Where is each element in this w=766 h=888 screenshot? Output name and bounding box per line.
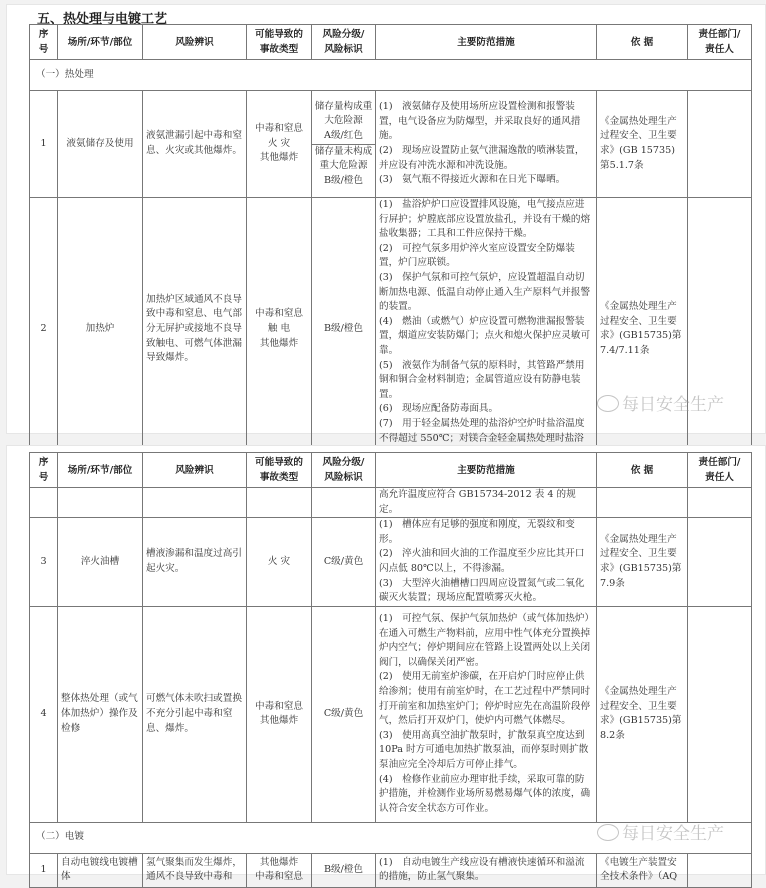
measure-item: (2) 使用无前室炉渗碳，在开启炉门时应停止供给渗剂；使用有前室炉时，在工艺过程中严禁同时打开前室和加热室炉门；停炉时应先在高温阶段停气，然后打开双炉门，使炉内可燃气体燃尽。 [379,671,591,727]
owner-cell [688,91,752,198]
measure-item: (1) 可控气氛、保护气氛加热炉（或气体加热炉）在通入可燃生产物料前，应用中性气体充分置换掉炉内空气；停炉期间应在管路上设置两处以上关闭阀门，以确保关闭严密。 [379,613,591,668]
place-cell: 淬火油槽 [58,518,143,607]
column-header: 可能导致的 事故类型 [247,25,312,60]
measure-item: (2) 可控气氛多用炉淬火室应设置安全防爆装置，炉门应联锁。 [379,242,575,269]
table-row [30,91,752,198]
basis-cell: 《金属热处理生产过程安全、卫生要求》(GB 15735)第5.1.7条 [597,91,688,198]
watermark-text: 每日安全生产 [622,824,724,844]
empty-cell [597,488,688,518]
column-header: 风险分级/ 风险标识 [312,453,376,488]
document-page-1 [6,4,766,444]
measure-item: (5) 液氨作为制备气氛的原料时，其管路严禁用铜和铜合金材料制造；金属管道应设有防静电装置。 [379,359,585,400]
measures-cell [376,518,597,607]
continuation-row [30,488,752,518]
risk-table-page-1 [29,24,752,462]
row-number: 1 [30,91,58,198]
column-header: 主要防范措施 [376,25,597,60]
risk-table-page-2 [29,452,752,888]
column-header: 可能导致的 事故类型 [247,453,312,488]
subsection-row [30,822,752,853]
column-header: 依 据 [597,453,688,488]
empty-cell [247,488,312,518]
column-header: 风险分级/ 风险标识 [312,25,376,60]
measure-item: (1) 盐浴炉炉口应设置排风设施，电气接点应进行屏护；炉膛底部应设置放盐孔，并设有干燥的熔盐收集器；工具和工件应保持干燥。 [379,199,591,240]
row-number: 2 [30,198,58,462]
measure-item: (3) 使用高真空油扩散泵时，扩散泵真空度达到 10Pa 时方可通电加热扩散泵油，而停泵时则扩散泵油应完全冷却后方可停止排气。 [379,729,589,771]
column-header: 主要防范措施 [376,453,597,488]
subsection-title: （二）电镀 [30,822,752,853]
owner-cell [688,518,752,607]
accident-type-cell: 中毒和窒息 火 灾 其他爆炸 [247,91,312,198]
column-header: 责任部门/ 责任人 [688,453,752,488]
measure-item: (7) 用于轻金属热处理的盐浴炉空炉时盐浴温度不得超过 550℃；对镁合金轻金属热处理时盐浴 [379,417,585,444]
measure-item: (3) 保护气氛和可控气氛炉，应设置超温自动切断加热电源、低温自动停止通入生产原料气并报警的装置。 [379,271,591,313]
measure-item: (2) 现场应设置防止氨气泄漏逸散的喷淋装置，并应设有冲洗水源和冲洗设施。 [379,145,585,171]
empty-cell [312,488,376,518]
basis-cell: 《金属热处理生产过程安全、卫生要求》(GB15735)第8.2条 [597,606,688,822]
accident-type-cell: 中毒和窒息 触 电 其他爆炸 [247,198,312,462]
measures-cell [376,91,597,198]
section-title: 五、热处理与电镀工艺 [37,12,168,27]
accident-type-cell: 其他爆炸 中毒和窒息 [247,853,312,887]
table-row [30,518,752,607]
column-header: 依 据 [597,25,688,60]
subsection-row [30,60,752,91]
column-header: 风险辨识 [143,25,247,60]
risk-level-cell: B级/橙色 [312,853,376,887]
table-header-row [30,453,752,488]
empty-cell [30,488,58,518]
accident-type-cell: 中毒和窒息 其他爆炸 [247,606,312,822]
empty-cell [143,488,247,518]
risk-level-option: 储存量构成重大危险源 A级/红色 [314,100,373,141]
basis-cell: 《电镀生产装置安全技术条件》（AQ [597,853,688,887]
measure-item: (1) 槽体应有足够的强度和刚度，无裂纹和变形。 [379,519,575,545]
column-header: 风险辨识 [143,453,247,488]
place-cell: 整体热处理（或气体加热炉）操作及检修 [58,606,143,822]
table-row [30,853,752,887]
measure-item: (4) 检修作业前应办理审批手续，采取可靠的防护措施，并检测作业场所易燃易爆气体的浓度，确认符合安全状态方可作业。 [379,773,591,814]
owner-cell [688,198,752,462]
column-header: 序 号 [30,453,58,488]
empty-cell [58,488,143,518]
risk-level-cell [312,91,376,198]
watermark-text: 每日安全生产 [622,395,724,415]
accident-type-cell: 火 灾 [247,518,312,607]
column-header: 场所/环节/部位 [58,453,143,488]
risk-level-cell: C级/黄色 [312,518,376,607]
basis-cell: 《金属热处理生产过程安全、卫生要求》(GB15735)第7.4/7.11条 [597,198,688,462]
place-cell: 加热炉 [58,198,143,462]
row-number: 1 [30,853,58,887]
owner-cell [688,853,752,887]
risk-level-cell: C级/黄色 [312,606,376,822]
measure-item: (1) 液氨储存及使用场所应设置检测和报警装置，电气设备应为防爆型，并采取良好的通风措施。 [379,101,581,142]
measures-continuation: 高允许温度应符合 GB15734-2012 表 4 的规定。 [376,488,597,518]
measure-item: (2) 淬火油和回火油的工作温度至少应比其开口闪点低 80℃以上，不得渗漏。 [379,548,585,574]
measures-cell [376,198,597,462]
risk-level-option: 储存量未构成重大危险源 B级/橙色 [312,144,375,189]
column-header: 责任部门/ 责任人 [688,25,752,60]
column-header: 场所/环节/部位 [58,25,143,60]
owner-cell [688,606,752,822]
table-header-row [30,25,752,60]
row-number: 3 [30,518,58,607]
risk-identification-cell: 槽液渗漏和温度过高引起火灾。 [143,518,247,607]
measures-cell [376,853,597,887]
measure-item: (6) 现场应配备防毒面具。 [379,403,499,415]
column-header: 序 号 [30,25,58,60]
row-number: 4 [30,606,58,822]
measure-item: (1) 自动电镀生产线应设有槽液快速循环和溢流的措施，防止氢气聚集。 [379,856,585,883]
table-row [30,606,752,822]
measure-item: (4) 燃油（或燃气）炉应设置可燃物泄漏报警装置，烟道应安装防爆门；点火和熄火保护应灵敏可靠。 [379,315,591,356]
document-page-2 [6,445,766,883]
measure-item: (3) 氨气瓶不得接近火源和在日光下曝晒。 [379,174,566,186]
risk-identification-cell: 可燃气体未吹扫或置换不充分引起中毒和窒息、爆炸。 [143,606,247,822]
place-cell: 液氨储存及使用 [58,91,143,198]
table-row [30,198,752,462]
empty-cell [688,488,752,518]
subsection-title: （一）热处理 [30,60,752,91]
risk-identification-cell: 加热炉区域通风不良导致中毒和窒息、电气部分无屏护或接地不良导致触电、可燃气体泄漏导致爆炸。 [143,198,247,462]
risk-level-cell: B级/橙色 [312,198,376,462]
risk-identification-cell: 氢气聚集而发生爆炸，通风不良导致中毒和 [143,853,247,887]
place-cell: 自动电镀线电镀槽体 [58,853,143,887]
risk-identification-cell: 液氨泄漏引起中毒和窒息、火灾或其他爆炸。 [143,91,247,198]
measures-cell [376,606,597,822]
basis-cell: 《金属热处理生产过程安全、卫生要求》(GB15735)第7.9条 [597,518,688,607]
measure-item: (3) 大型淬火油槽槽口四周应设置氮气或二氧化碳灭火装置；现场应配置喷雾灭火枪。 [379,577,585,604]
